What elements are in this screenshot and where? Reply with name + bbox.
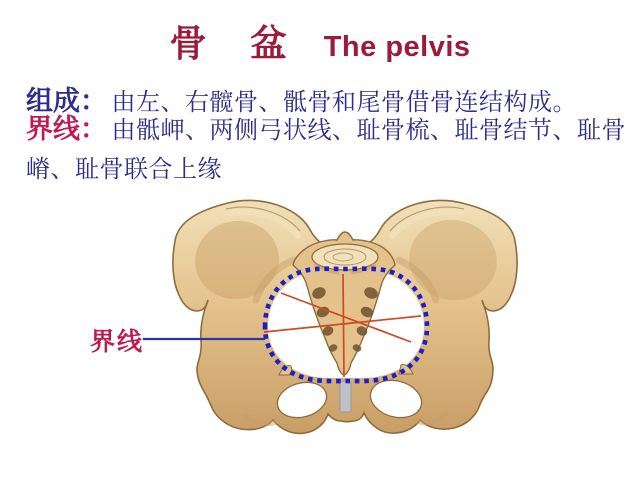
- left-tuberosity-shadow: [246, 416, 278, 424]
- inlet-left-shadow: [256, 260, 293, 300]
- left-ischial-spine: [279, 365, 293, 375]
- left-crest-line: [226, 207, 300, 231]
- inlet-annotation-label: 界线: [90, 329, 145, 356]
- sacrum: [293, 232, 395, 375]
- boundary-label: 界线：: [26, 114, 107, 144]
- pubic-symphysis: [340, 381, 351, 412]
- promontory-inner-ring: [324, 249, 366, 265]
- title-zh: 骨 盆: [169, 23, 304, 64]
- composition-text: 由左、右髋骨、骶骨和尾骨借骨连结构成。: [111, 90, 577, 116]
- right-iliac-crest-highlight: [392, 212, 462, 236]
- boundary-line: [26, 111, 626, 188]
- slide-title: [0, 13, 640, 67]
- composition-label: 组成：: [26, 86, 107, 116]
- right-obturator-foramen: [366, 375, 426, 423]
- title-en: The pelvis: [323, 31, 471, 63]
- boundary-text-line2: 嵴、耻骨联合上缘: [26, 157, 222, 183]
- promontory-core: [333, 253, 353, 261]
- anteroposterior-diameter-line: [343, 274, 344, 377]
- sacral-foramina: [310, 285, 379, 353]
- inlet-dotted-line: [265, 269, 427, 381]
- right-ischial-spine: [399, 364, 413, 374]
- inlet-diameter-lines: [264, 274, 421, 377]
- right-ala-shadow: [352, 264, 375, 273]
- left-iliac-crest-highlight: [228, 212, 298, 236]
- hip-bones-silhouette: [173, 200, 517, 433]
- inlet-right-shadow: [399, 260, 436, 300]
- left-iliac-fossa-shading: [188, 213, 286, 307]
- pelvic-cavity: [268, 272, 424, 378]
- transverse-diameter-line: [264, 316, 421, 332]
- right-tuberosity-shadow: [414, 414, 446, 423]
- sacral-promontory: [312, 244, 378, 270]
- right-crest-line: [390, 207, 464, 231]
- oblique-diameter-line: [281, 293, 411, 342]
- left-obturator-foramen: [273, 377, 330, 423]
- left-ala-shadow: [315, 264, 338, 273]
- right-iliac-fossa-shading: [402, 212, 505, 309]
- boundary-text-line1: 由骶岬、两侧弓状线、耻骨梳、耻骨结节、耻骨: [111, 118, 626, 144]
